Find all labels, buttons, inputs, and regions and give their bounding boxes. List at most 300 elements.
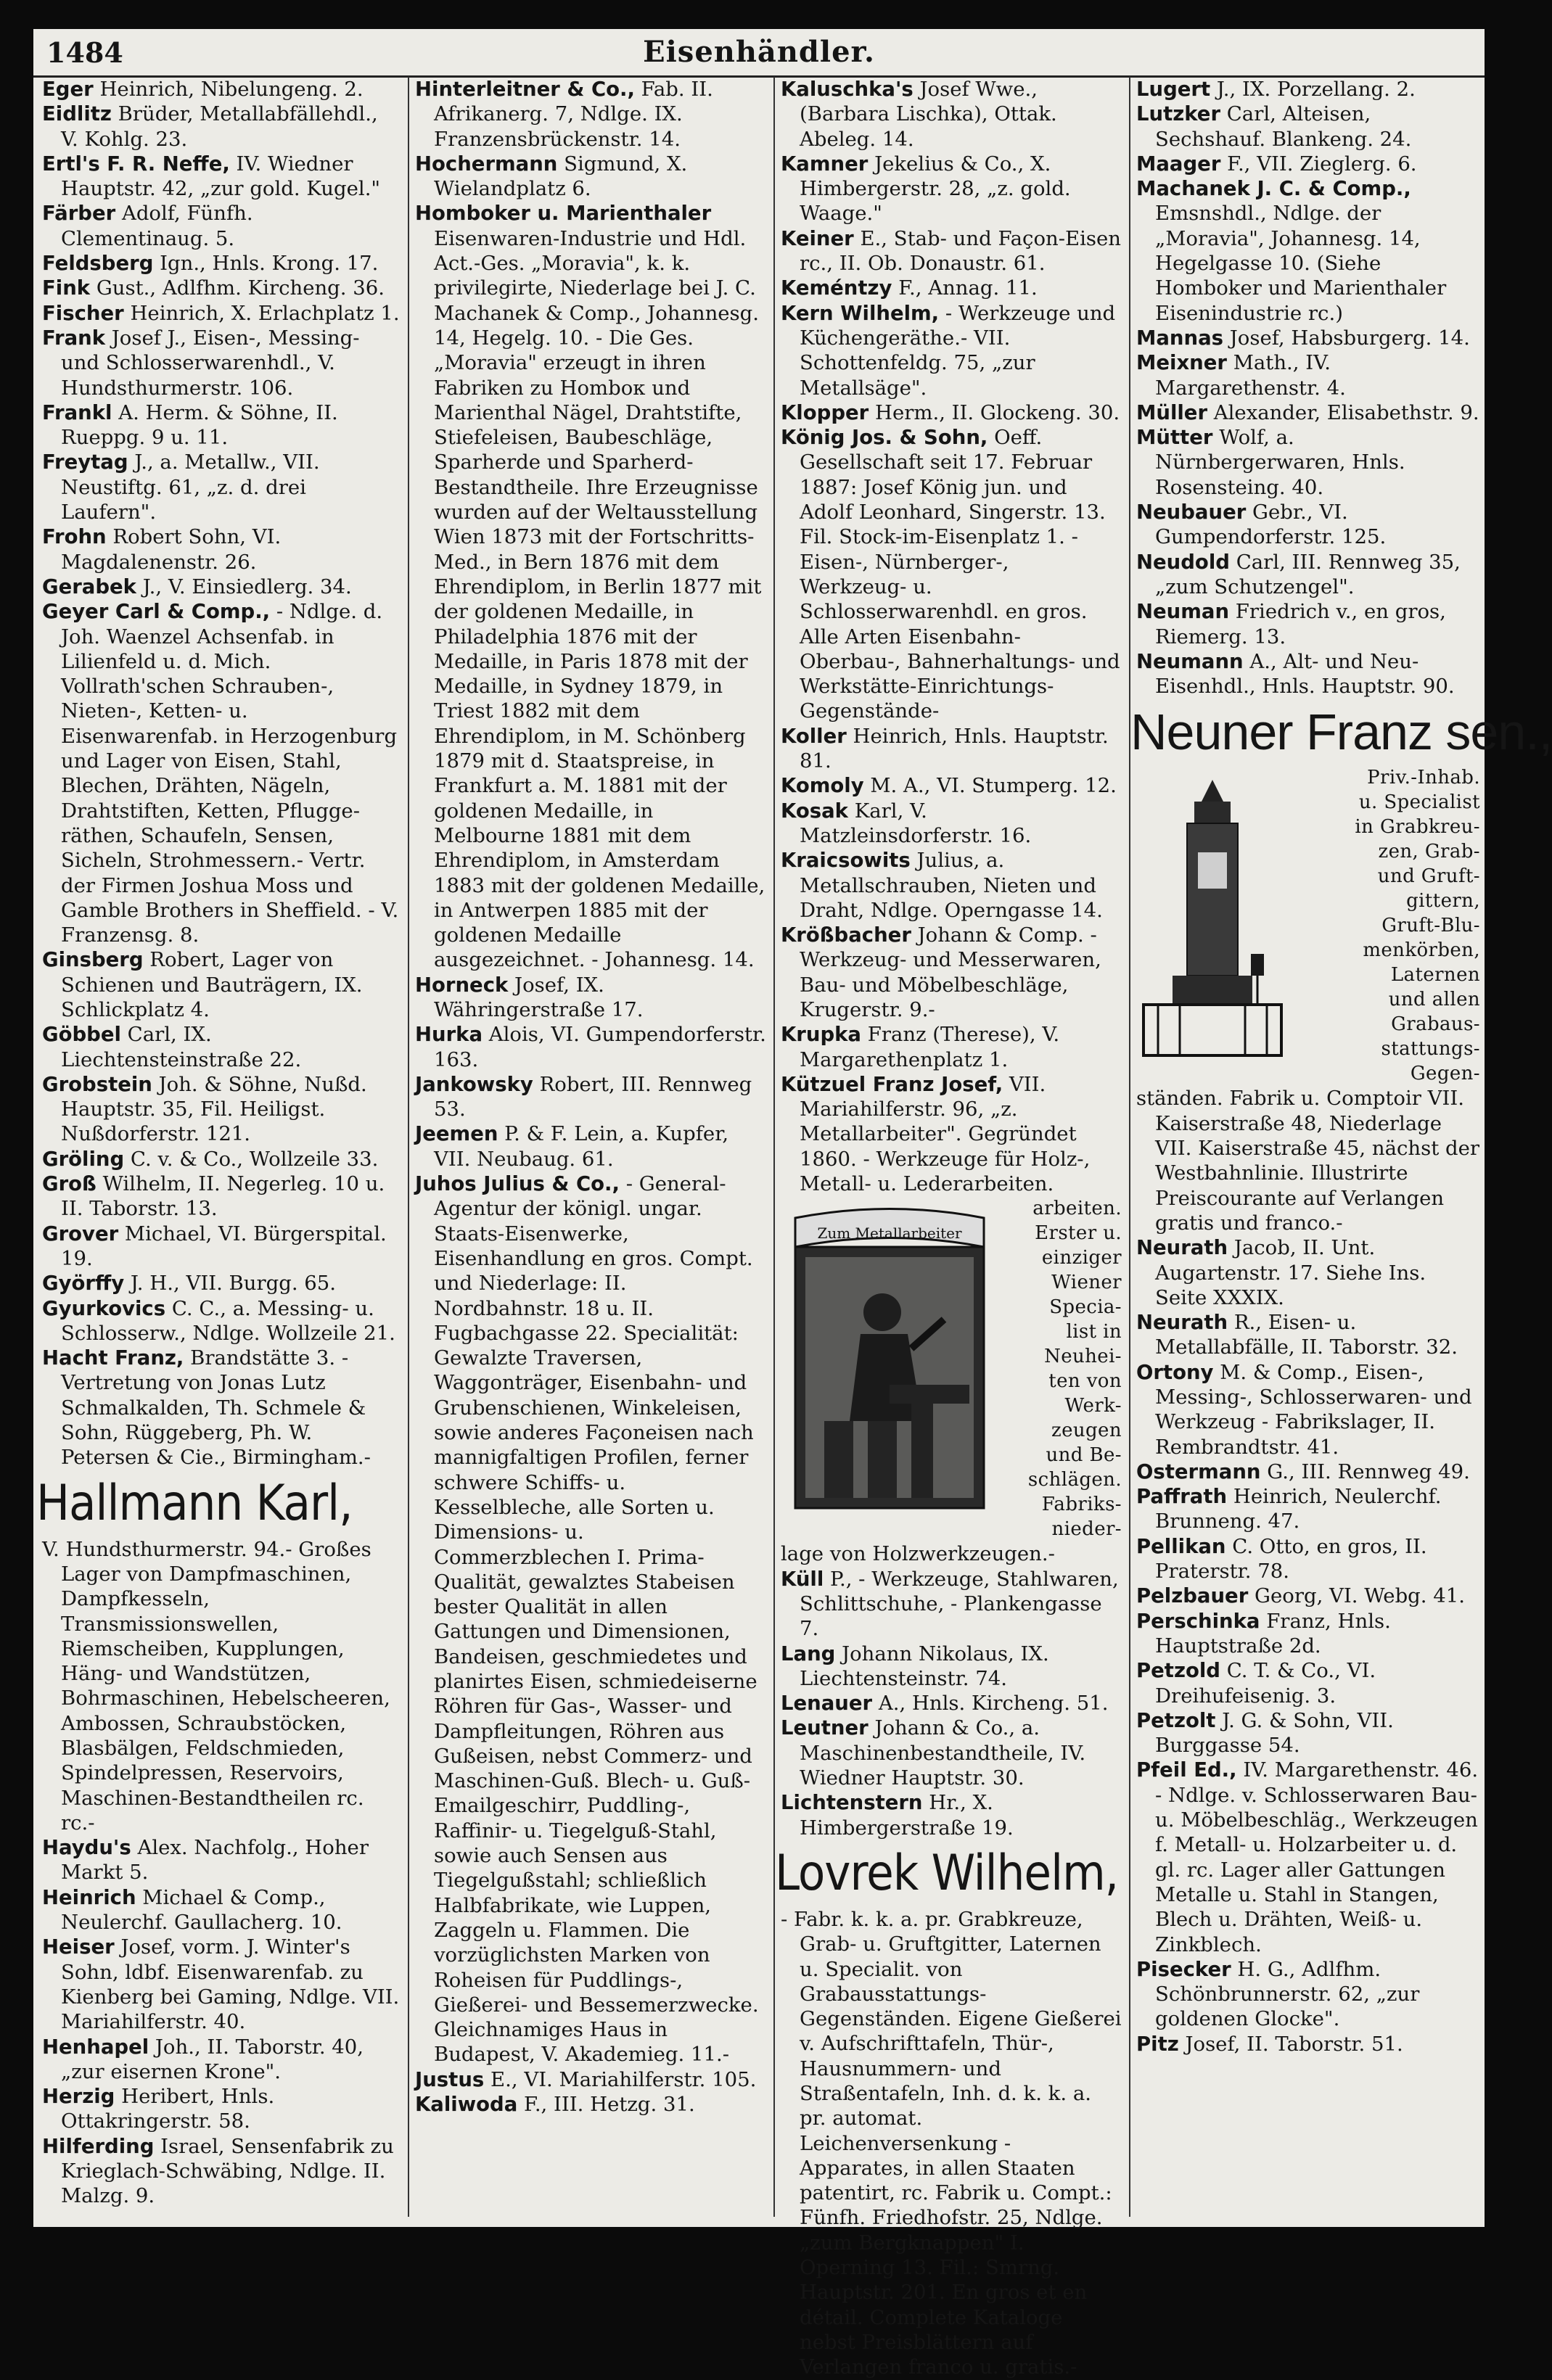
entry-text: Johann Nikolaus, IX. Liechtensteinstr. 74.	[800, 1642, 1049, 1690]
entry-text: C. T. & Co., VI. Dreihufeisenig. 3.	[1155, 1659, 1376, 1708]
entry-text: Ign., Hnls. Krong. 17.	[160, 252, 379, 276]
entry-text: Jacob, II. Unt. Augartenstr. 17. Siehe Ins. Seite XXXIX.	[1155, 1236, 1426, 1309]
entry-text: Herm., II. Glockeng. 30.	[874, 400, 1120, 424]
directory-entry	[42, 251, 401, 276]
side-line: einziger	[1041, 1247, 1122, 1269]
entry-text: - Werkzeuge und Küchengeräthe.- VII. Schottenfeldg. 75, „zur Metallsäge".	[800, 301, 1116, 400]
figure-after-text: lage von Holzwerkzeugen.-	[781, 1542, 1055, 1566]
column-4	[1130, 77, 1552, 2224]
side-line: zeugen	[1051, 1420, 1122, 1442]
entry-name: Pellikan	[1136, 1534, 1226, 1558]
entry-text: Oeff. Gesellschaft seit 17. Februar 1887: Josef König jun. und Adolf Leonhard, Singerstr. 13. Fil. Stock-im-Eisenplatz 1. - Eisen-, Nürnberger-, Werkzeug- u. Schlosserwarenhdl. en gros. Alle Arten Eisenbahn-Oberbau-, Bahnerhaltungs- und Werkstätte-Einrichtungs-Gegenstände-	[800, 426, 1120, 723]
entry-text: Fab. II. Afrikanerg. 7, Ndlge. IX. Franzensbrückenstr. 14.	[434, 78, 713, 151]
directory-entry	[781, 301, 1122, 400]
entry-name: Homboker u. Marienthaler	[415, 202, 712, 226]
entry-name: Ertl's F. R. Neffe,	[42, 152, 230, 176]
entry-name: Krößbacher	[781, 923, 911, 947]
entry-text: Alexander, Elisabethstr. 9.	[1213, 400, 1479, 424]
column-2	[415, 77, 766, 2224]
entry-name: Machanek J. C. & Comp.,	[1136, 177, 1411, 201]
entry-name: Leutner	[781, 1716, 869, 1740]
entry-text: Brandstätte 3. - Vertretung von Jonas Lutz Schmalkalden, Th. Schmele & Sohn, Rüggeberg, Ph. W. Petersen & Cie., Birmingham.-	[61, 1346, 371, 1470]
side-line: zen, Grab-	[1378, 841, 1480, 863]
advert-name-neuner: Neuner Franz sen.,	[1130, 704, 1552, 761]
entry-name: Frohn	[42, 525, 107, 549]
entry-text: Johann & Comp. - Werkzeug- und Messerwaren, Bau- und Möbelbeschläge, Krugerstr. 9.-	[800, 923, 1101, 1021]
entry-name: Klopper	[781, 400, 869, 424]
entry-name: Keiner	[781, 226, 854, 250]
entry-text: Franz, Hnls. Hauptstraße 2d.	[1155, 1609, 1391, 1658]
neuner-figure-block	[1136, 765, 1480, 1086]
neuner-side-text	[1289, 765, 1480, 1086]
metallarbeiter-figure-block	[781, 1196, 1122, 1541]
entry-text: Hr., X. Himbergerstraße 19.	[800, 1791, 1014, 1840]
entry-name: Grover	[42, 1222, 119, 1245]
directory-entry	[42, 2134, 401, 2209]
entry-name: Pitz	[1136, 2032, 1179, 2056]
directory-entry	[42, 1147, 401, 1172]
directory-entry	[1136, 326, 1480, 350]
directory-entry	[1136, 1609, 1480, 1659]
entry-text: Robert, Lager von Schienen und Bauträgern, IX. Schlickplatz 4.	[61, 948, 363, 1021]
side-line: list in	[1066, 1321, 1122, 1343]
entry-text: IV. Wiedner Hauptstr. 42, „zur gold. Kugel."	[61, 152, 381, 201]
entry-text: Math., IV. Margarethenstr. 4.	[1155, 351, 1346, 400]
figure-sign-text: Zum Metallarbeiter	[817, 1224, 962, 1243]
directory-entry	[1136, 599, 1480, 649]
entry-name: Jeemen	[415, 1122, 498, 1146]
running-title: Eisenhändler.	[643, 35, 875, 69]
entry-name: Feldsberg	[42, 252, 154, 276]
side-line: menkörben,	[1363, 939, 1480, 962]
entry-text: M. A., VI. Stumperg. 12.	[870, 774, 1117, 798]
directory-entry	[42, 450, 401, 524]
entry-name: Keméntzy	[781, 276, 892, 300]
directory-entry	[415, 1072, 766, 1122]
directory-entry	[42, 276, 401, 300]
entry-text: Joh. & Söhne, Nußd. Hauptstr. 35, Fil. Heiligst. Nußdorferstr. 121.	[61, 1072, 367, 1146]
entry-text: Heribert, Hnls. Ottakringerstr. 58.	[61, 2085, 275, 2133]
entry-name: Gröling	[42, 1147, 125, 1171]
entry-text: Robert Sohn, VI. Magdalenenstr. 26.	[61, 525, 282, 574]
side-line: Priv.-Inhab.	[1367, 767, 1480, 789]
side-line: und allen	[1388, 989, 1480, 1011]
directory-entry	[42, 1072, 401, 1147]
entry-name: Fischer	[42, 301, 124, 325]
entry-name: Kamner	[781, 152, 869, 176]
entry-text: Karl, V. Matzleinsdorferstr. 16.	[800, 799, 1032, 847]
directory-entry	[415, 2067, 766, 2092]
side-line: Wiener	[1051, 1272, 1122, 1294]
entry-name: Groß	[42, 1172, 97, 1196]
directory-entry	[1136, 1758, 1480, 1956]
column-rule	[408, 77, 409, 2217]
entry-name: Pelzbauer	[1136, 1584, 1249, 1608]
side-line: Erster u.	[1035, 1222, 1122, 1245]
column-rule	[1129, 77, 1130, 2217]
entry-name: Ostermann	[1136, 1459, 1261, 1483]
entry-text: Wolf, a. Nürnbergerwaren, Hnls. Rosensteing. 40.	[1155, 426, 1405, 499]
directory-entry	[1136, 1360, 1480, 1459]
entry-name: Komoly	[781, 774, 864, 798]
directory-entry	[1136, 1957, 1480, 2032]
advert-text-lovrek: - Fabr. k. k. a. pr. Grabkreuze, Grab- u. Gruftgitter, Laternen u. Specialit. von Grabausstattungs-Gegenständen. Eigene Gießerei v. Aufschrifttafeln, Thür-, Hausnummern- und Straßentafeln, Inh. d. k. k. a. pr. automat. Leichenversenkung - Apparates, in allen Staaten patentirt, rc. Fabrik u. Compt.: Fünfh. Friedhofstr. 25, Ndlge. „zum Bergknappen" I. Operning 13. Fil.: Smrng. Hauptstr. 201. En gros et en détail. Complete Kataloge nebst Preisblättern auf Verlangen franco u. gratis.-	[781, 1907, 1122, 2379]
side-line: und Be-	[1046, 1444, 1122, 1467]
metalworker-illustration	[781, 1203, 998, 1515]
directory-entry	[42, 1022, 401, 1072]
directory-entry	[415, 973, 766, 1023]
entry-text: Carl, III. Rennweg 35, „zum Schutzengel".	[1155, 550, 1461, 598]
directory-entry	[781, 1022, 1122, 1072]
entry-name: Maager	[1136, 152, 1221, 176]
entry-text: Heinrich, Neulerchf. Brunneng. 47.	[1155, 1485, 1442, 1533]
entry-name: Perschinka	[1136, 1609, 1260, 1633]
entry-text: E., VI. Mariahilferstr. 105.	[490, 2067, 757, 2091]
entry-name: Mannas	[1136, 326, 1224, 350]
directory-entry	[42, 575, 401, 599]
entry-text: - Ndlge. d. Joh. Waenzel Achsenfab. in Lilienfeld u. d. Mich. Vollrath'schen Schrauben-, Nieten-, Ketten- u. Eisenwarenfab. in Herzogenburg und Lager von Eisen, Stahl, Blechen, Drähten, Nägeln, Drahtstiften, Ketten, Pflugge-räthen, Schaufeln, Sensen, Sicheln, Strohmessern.- Vertr. der Firmen Joshua Moss und Gamble Brothers in Sheffield. - V. Franzensg. 8.	[61, 600, 399, 947]
entry-name: Pfeil Ed.,	[1136, 1758, 1237, 1782]
entry-name: Lichtenstern	[781, 1791, 923, 1815]
entry-text: F., Annag. 11.	[898, 276, 1038, 300]
directory-entry	[1136, 1708, 1480, 1758]
directory-entry	[42, 1172, 401, 1222]
entry-name: Kaluschka's	[781, 78, 913, 101]
entry-text: Franz (Therese), V. Margarethenplatz 1.	[800, 1023, 1060, 1071]
entry-text: J. H., VII. Burgg. 65.	[130, 1272, 337, 1296]
entry-text: Josef J., Eisen-, Messing- und Schlosserwarenhdl., V. Hundsthurmerstr. 106.	[61, 326, 360, 400]
entry-text: Adolf, Fünfh. Clementinaug. 5.	[61, 202, 253, 250]
entry-text: F., VII. Zieglerg. 6.	[1227, 152, 1417, 176]
directory-entry	[1136, 1235, 1480, 1310]
entry-text: - General-Agentur der königl. ungar. Staats-Eisenwerke, Eisenhandlung en gros. Compt. und Niederlage: II. Nordbahnstr. 18 u. II. Fugbachgasse 22. Specialität: Gewalzte Traversen, Waggonträger, Eisenbahn- und Grubenschienen, Winkeleisen, sowie anderes Façoneisen nach mannigfaltigen Profilen, ferner schwere Schiffs- u. Kesselbleche, alle Sorten u. Dimensions- u. Commerzblechen I. Prima-Qualität, gewalztes Stabeisen bester Qualität in allen Gattungen und Dimensionen, Bandeisen, geschmiedetes und planirtes Eisen, schmiedeiserne Röhren für Gas-, Wasser- und Dampfleitungen, Röhren aus Gußeisen, nebst Commerz- und Maschinen-Guß. Blech- u. Guß-Emailgeschirr, Puddling-, Raffinir- u. Tiegelguß-Stahl, sowie auch Sensen aus Tiegelgußstahl; schließlich Halbfabrikate, wie Luppen, Zaggeln u. Flammen. Die vorzüglichsten Marken von Roheisen für Puddlings-, Gießerei- und Bessemerzwecke. Gleichnamiges Haus in Budapest, V. Akademieg. 11.-	[434, 1172, 759, 2067]
directory-entry	[781, 724, 1122, 774]
directory-entry	[42, 599, 401, 947]
entry-text: Josef, vorm. J. Winter's Sohn, ldbf. Eisenwarenfab. zu Kienberg bei Gaming, Ndlge. VII. Mariahilferstr. 40.	[61, 1935, 400, 2034]
entry-name: Pisecker	[1136, 1957, 1231, 1981]
side-line: Gegen-	[1410, 1063, 1480, 1085]
side-line: Werk-	[1064, 1395, 1122, 1417]
entry-text: J. G. & Sohn, VII. Burggasse 54.	[1155, 1708, 1394, 1758]
directory-entry	[1136, 152, 1480, 176]
side-line: Gruft-Blu-	[1381, 915, 1480, 937]
side-line: ten von	[1048, 1370, 1122, 1393]
entry-text: Alex. Nachfolg., Hoher Markt 5.	[61, 1836, 369, 1885]
entry-name: Koller	[781, 724, 847, 748]
advert-text-neuner: ständen. Fabrik u. Comptoir VII. Kaiserstraße 48, Niederlage VII. Kaiserstraße 45, nächst der Westbahnlinie. Illustrirte Preiscourante auf Verlangen gratis und franco.-	[1136, 1087, 1480, 1235]
entry-text: Carl, IX. Liechtensteinstraße 22.	[61, 1023, 302, 1071]
entry-name: Kützuel Franz Josef,	[781, 1072, 1003, 1096]
entry-name: Müller	[1136, 400, 1208, 424]
entry-text: C. v. & Co., Wollzeile 33.	[130, 1147, 379, 1171]
directory-entry	[42, 400, 401, 450]
entry-name: Neubauer	[1136, 501, 1247, 524]
entry-name: Kern Wilhelm,	[781, 301, 940, 325]
entry-name: Küll	[781, 1567, 824, 1591]
entry-name: Herzig	[42, 2085, 115, 2109]
side-line: und Gruft-	[1377, 865, 1480, 888]
entry-text: Josef, II. Taborstr. 51.	[1185, 2032, 1403, 2056]
advert-text-hallmann: V. Hundsthurmerstr. 94.- Großes Lager von Dampfmaschinen, Dampfkesseln, Transmissionswellen, Riemscheiben, Kupplungen, Häng- und Wandstützen, Bohrmaschinen, Hebelscheeren, Ambossen, Schraubstöcken, Blasbälgen, Feldschmieden, Spindelpressen, Reservoirs, Maschinen-Bestandtheilen rc. rc.-	[42, 1537, 390, 1835]
entry-name: Justus	[415, 2067, 485, 2091]
entry-text: Georg, VI. Webg. 41.	[1255, 1584, 1465, 1608]
directory-entry	[1136, 649, 1480, 699]
entry-name: Göbbel	[42, 1023, 121, 1047]
entry-text: Julius, a. Metallschrauben, Nieten und Draht, Ndlge. Operngasse 14.	[800, 849, 1103, 922]
entry-name: Grobstein	[42, 1072, 152, 1096]
side-line: arbeiten.	[1032, 1198, 1122, 1220]
entry-name: Petzolt	[1136, 1708, 1216, 1732]
figure-side-text	[998, 1196, 1122, 1541]
entry-name: Gerabek	[42, 575, 136, 598]
directory-entry	[42, 77, 401, 102]
side-line: stattungs-	[1381, 1038, 1480, 1061]
directory-entry	[42, 1885, 401, 1935]
entry-text: VII. Mariahilferstr. 96, „z. Metallarbeiter". Gegründet 1860. - Werkzeuge für Holz-, Metall- u. Lederarbeiten.	[800, 1072, 1091, 1196]
entry-name: Kosak	[781, 799, 848, 823]
directory-entry	[415, 77, 766, 152]
entry-name: Paffrath	[1136, 1485, 1228, 1509]
directory-entry	[1136, 500, 1480, 550]
directory-entry	[42, 524, 401, 575]
entry-text: C. C., a. Messing- u. Schlosserw., Ndlge. Wollzeile 21.	[61, 1296, 395, 1345]
directory-entry	[1136, 1658, 1480, 1708]
entry-name: Heiser	[42, 1935, 115, 1959]
directory-entry	[781, 1790, 1122, 1840]
entry-name: Lugert	[1136, 78, 1211, 101]
directory-entry	[1136, 2032, 1480, 2056]
directory-entry	[1136, 1584, 1480, 1608]
directory-entry	[781, 923, 1122, 1022]
directory-entry	[781, 276, 1122, 300]
entry-text: C. Otto, en gros, II. Praterstr. 78.	[1155, 1534, 1427, 1584]
entry-text: H. G., Adlfhm. Schönbrunnerstr. 62, „zur goldenen Glocke".	[1155, 1957, 1420, 2031]
entry-name: Henhapel	[42, 2035, 149, 2059]
entry-name: Haydu's	[42, 1836, 131, 1860]
directory-entry	[781, 1072, 1122, 1196]
advert-name-hallmann: Hallmann Karl,	[36, 1474, 353, 1532]
column-1-entries	[42, 77, 401, 1470]
entry-text: Israel, Sensenfabrik zu Krieglach-Schwäbing, Ndlge. II. Malzg. 9.	[61, 2134, 394, 2208]
entry-name: Neumann	[1136, 649, 1244, 673]
side-line: Neuhei-	[1044, 1346, 1122, 1368]
entry-name: Jankowsky	[415, 1072, 533, 1096]
directory-entry	[42, 1296, 401, 1346]
entry-text: Josef Wwe., (Barbara Lischka), Ottak. Abeleg. 14.	[800, 78, 1057, 151]
entry-name: Ortony	[1136, 1360, 1214, 1384]
entry-text: Michael & Comp., Neulerchf. Gaullacherg. 10.	[61, 1885, 342, 1935]
entry-text: F., III. Hetzg. 31.	[524, 2093, 695, 2117]
entry-name: Hurka	[415, 1023, 483, 1047]
entry-name: Frank	[42, 326, 106, 350]
directory-entry	[42, 201, 401, 251]
directory-entry	[1136, 77, 1480, 102]
entry-text: Eisenwaren-Industrie und Hdl. Act.-Ges. „Moravia", k. k. privilegirte, Niederlage bei J. C. Machanek & Comp., Johannesg. 14, Hegelg. 10. - Die Ges. „Moravia" erzeugt in ihren Fabriken zu Homboк und Marienthal Nägel, Drahtstifte, Stiefeleisen, Baubeschläge, Sparherde und Sparherd-Bestandtheile. Ihre Erzeugnisse wurden auf der Weltausstellung Wien 1873 mit der Fortschritts-Med., in Bern 1876 mit dem Ehrendiplom, in Berlin 1877 mit der goldenen Medaille, in Philadelphia 1876 mit der Medaille, in Paris 1878 mit der Medaille, in Sydney 1879, in Triest 1882 mit dem Ehrendiplom, in M. Schönberg 1879 mit d. Staatspreise, in Frankfurt a. M. 1881 mit der goldenen Medaille, in Melbourne 1881 mit dem Ehrendiplom, in Amsterdam 1883 mit der goldenen Medaille, in Antwerpen 1885 mit der goldenen Medaille ausgezeichnet. - Johannesg. 14.	[434, 226, 765, 972]
directory-entry	[1136, 176, 1480, 326]
grave-monument-illustration	[1136, 773, 1289, 1063]
entry-text: Alois, VI. Gumpendorferstr. 163.	[434, 1023, 766, 1071]
entry-text: Wilhelm, II. Negerleg. 10 u. II. Taborstr. 13.	[61, 1172, 385, 1221]
entry-text: IV. Margarethenstr. 46. - Ndlge. v. Schlosserwaren Bau- u. Möbelbeschläg., Werkzeugen f. Metall- u. Holzarbeiter u. d. gl. rc. Lager aller Gattungen Metalle u. Stahl in Stangen, Blech u. Drähten, Weiß- u. Zinkblech.	[1155, 1758, 1479, 1956]
directory-entry	[42, 326, 401, 400]
directory-entry	[1136, 1534, 1480, 1584]
directory-entry	[1136, 350, 1480, 400]
entry-text: Heinrich, Hnls. Hauptstr. 81.	[800, 724, 1109, 773]
directory-entry	[42, 1346, 401, 1470]
directory-entry	[42, 152, 401, 202]
entry-text: A., Hnls. Kircheng. 51.	[878, 1692, 1109, 1716]
entry-text: Gust., Adlfhm. Kircheng. 36.	[96, 276, 385, 300]
entry-name: Eger	[42, 78, 94, 101]
directory-entry	[415, 1022, 766, 1072]
directory-entry	[415, 152, 766, 202]
directory-entry	[781, 1716, 1122, 1790]
directory-entry	[1136, 1310, 1480, 1360]
entry-text: Emsnshdl., Ndlge. der „Moravia", Johannesg. 14, Hegelgasse 10. (Siehe Homboker und Marienthaler Eisenindustrie rc.)	[1155, 202, 1447, 325]
advert-name-lovrek: Lovrek Wilhelm,	[775, 1844, 1119, 1902]
directory-entry	[42, 1271, 401, 1296]
entry-text: J., V. Einsiedlerg. 34.	[142, 575, 352, 598]
directory-entry	[1136, 1484, 1480, 1534]
entry-name: Ginsberg	[42, 948, 144, 972]
directory-entry	[781, 799, 1122, 849]
directory-entry	[42, 1222, 401, 1272]
directory-entry	[781, 1691, 1122, 1716]
entry-name: König Jos. & Sohn,	[781, 426, 988, 450]
directory-entry	[415, 2092, 766, 2117]
entry-name: Hilferding	[42, 2134, 155, 2158]
entry-text: Sigmund, X. Wielandplatz 6.	[434, 152, 688, 201]
entry-name: Lenauer	[781, 1692, 873, 1716]
directory-entry	[1136, 550, 1480, 600]
entry-text: Michael, VI. Bürgerspital. 19.	[61, 1222, 387, 1270]
entry-name: Geyer Carl & Comp.,	[42, 600, 271, 624]
entry-name: Hinterleitner & Co.,	[415, 78, 635, 101]
entry-text: Brüder, Metallabfällehdl., V. Kohlg. 23.	[61, 102, 378, 151]
entry-text: P., - Werkzeuge, Stahlwaren, Schlittschuhe, - Plankengasse 7.	[800, 1567, 1119, 1641]
directory-entry	[781, 1642, 1122, 1692]
directory-entry	[1136, 425, 1480, 500]
entry-name: Petzold	[1136, 1659, 1220, 1683]
entry-name: Horneck	[415, 973, 509, 997]
directory-entry	[1136, 1459, 1480, 1484]
entry-name: Eidlitz	[42, 102, 112, 126]
directory-entry	[415, 201, 766, 972]
directory-entry	[42, 301, 401, 326]
entry-name: Hacht Franz,	[42, 1346, 184, 1370]
entry-name: Györffy	[42, 1272, 125, 1296]
entry-name: Freytag	[42, 450, 128, 474]
directory-entry	[415, 1172, 766, 2067]
column-2-entries	[415, 77, 766, 2117]
page-number: 1484	[46, 36, 123, 69]
column-3-entries	[781, 77, 1122, 1196]
entry-text: J., a. Metallw., VII. Neustiftg. 61, „z. d. drei Laufern".	[61, 450, 320, 524]
directory-entry	[781, 152, 1122, 226]
entry-name: Kaliwoda	[415, 2093, 518, 2117]
directory-entry	[781, 773, 1122, 798]
directory-entry	[415, 1121, 766, 1172]
entry-name: Gyurkovics	[42, 1296, 166, 1320]
directory-entry	[42, 2035, 401, 2085]
entry-text: R., Eisen- u. Metallabfälle, II. Taborstr. 32.	[1155, 1311, 1458, 1359]
entry-name: Färber	[42, 202, 116, 226]
directory-entry	[781, 1567, 1122, 1642]
entry-text: Robert, III. Rennweg 53.	[434, 1072, 752, 1121]
entry-name: Hochermann	[415, 152, 558, 176]
side-line: Grabaus-	[1391, 1013, 1480, 1036]
page-header	[33, 29, 1485, 78]
side-line: Fabriks-	[1041, 1494, 1122, 1516]
entry-text: Friedrich v., en gros, Riemerg. 13.	[1155, 600, 1446, 648]
column-4-entries	[1136, 77, 1480, 699]
directory-entry	[42, 1835, 401, 1885]
entry-name: Lutzker	[1136, 102, 1221, 126]
column-1	[36, 77, 401, 2224]
entry-text: E., Stab- und Façon-Eisen rc., II. Ob. Donaustr. 61.	[800, 226, 1121, 276]
entry-text: Josef, Habsburgerg. 14.	[1229, 326, 1470, 350]
entry-text: Jekelius & Co., X. Himbergerstr. 28, „z. gold. Waage."	[800, 152, 1071, 226]
directory-page	[33, 29, 1552, 2379]
entry-name: Neurath	[1136, 1236, 1228, 1260]
column-4-entries-b	[1136, 1235, 1480, 2056]
entry-text: G., III. Rennweg 49.	[1267, 1459, 1470, 1483]
entry-name: Frankl	[42, 400, 112, 424]
side-line: gittern,	[1406, 890, 1480, 913]
entry-name: Lang	[781, 1642, 836, 1665]
entry-name: Juhos Julius & Co.,	[415, 1172, 620, 1196]
entry-text: Gebr., VI. Gumpendorferstr. 125.	[1155, 501, 1387, 549]
directory-entry	[1136, 102, 1480, 152]
entry-name: Mütter	[1136, 426, 1213, 450]
entry-name: Neuman	[1136, 600, 1230, 624]
side-line: u. Specialist	[1358, 791, 1480, 814]
side-line: schlägen.	[1027, 1469, 1122, 1491]
entry-name: Kraicsowits	[781, 849, 911, 873]
entry-name: Fink	[42, 276, 91, 300]
directory-entry	[42, 947, 401, 1022]
directory-entry	[781, 400, 1122, 425]
entry-text: A. Herm. & Söhne, II. Rueppg. 9 u. 11.	[61, 400, 338, 450]
directory-entry	[781, 77, 1122, 152]
side-line: nieder-	[1051, 1518, 1122, 1541]
entry-text: Josef, IX. Währingerstraße 17.	[434, 973, 644, 1021]
side-line: Specia-	[1049, 1296, 1122, 1319]
entry-text: M. & Comp., Eisen-, Messing-, Schlosserwaren- und Werkzeug - Fabrikslager, II. Rembrandtstr. 41.	[1155, 1360, 1472, 1459]
entry-text: Johann & Co., a. Maschinenbestandtheile, IV. Wiedner Hauptstr. 30.	[800, 1716, 1086, 1790]
directory-entry	[42, 1935, 401, 2034]
directory-entry	[781, 848, 1122, 923]
entry-name: Neudold	[1136, 550, 1230, 574]
entry-text: J., IX. Porzellang. 2.	[1216, 78, 1416, 101]
column-3	[775, 77, 1122, 2379]
directory-entry	[781, 226, 1122, 276]
entry-text: Joh., II. Taborstr. 40, „zur eisernen Krone".	[61, 2035, 364, 2083]
entry-text: Carl, Alteisen, Sechshauf. Blankeng. 24.	[1155, 102, 1412, 151]
entry-name: Krupka	[781, 1023, 861, 1047]
entry-text: P. & F. Lein, a. Kupfer, VII. Neubaug. 61.	[434, 1122, 729, 1171]
column-1-entries-b	[42, 1835, 401, 2208]
entry-text: Heinrich, X. Erlachplatz 1.	[130, 301, 400, 325]
directory-entry	[1136, 400, 1480, 425]
entry-name: Meixner	[1136, 351, 1227, 375]
entry-name: Neurath	[1136, 1311, 1228, 1335]
directory-entry	[42, 2084, 401, 2134]
side-line: in Grabkreu-	[1355, 816, 1480, 839]
directory-entry	[781, 425, 1122, 724]
entry-name: Heinrich	[42, 1885, 136, 1909]
entry-text: A., Alt- und Neu-Eisenhdl., Hnls. Hauptstr. 90.	[1155, 649, 1455, 699]
